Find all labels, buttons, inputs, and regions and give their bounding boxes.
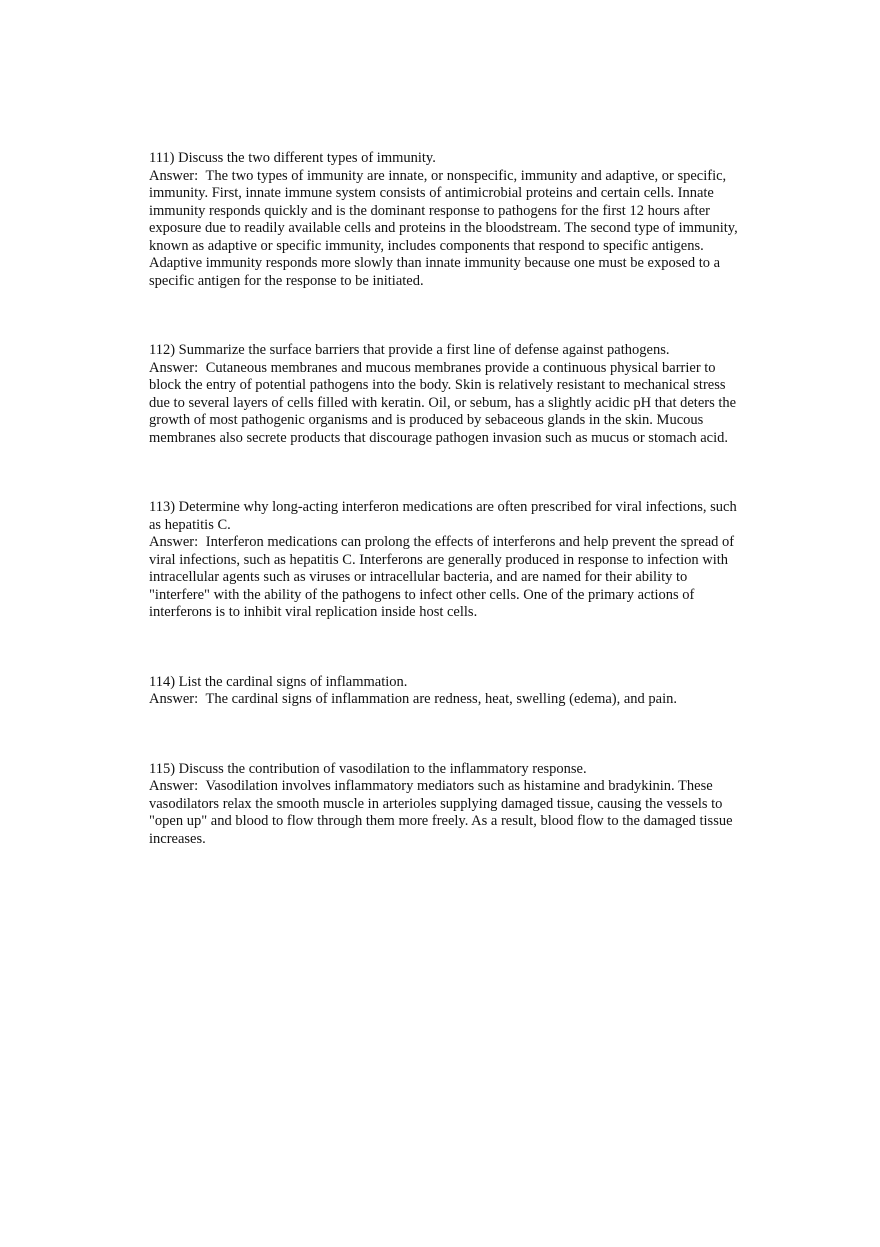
answer-paragraph — [149, 360, 739, 448]
qa-item-114 — [149, 674, 739, 709]
qa-item-113 — [149, 499, 739, 622]
answer-label: Answer: — [149, 778, 199, 794]
answer-text: Cutaneous membranes and mucous membranes provide a continuous physical barrier to block the entry of potential pathogens into the body. Skin is relatively resistant to mechanical stress due to several layers of cells filled with keratin. Oil, or sebum, has a slightly acidic pH that deters the growth of most pathogenic organisms and is produced by sebaceous glands in the skin. Mucous membranes also secrete products that discourage pathogen invasion such as mucus or stomach acid. — [149, 359, 737, 446]
question-text: 114) List the cardinal signs of inflammation. — [149, 673, 408, 690]
answer-paragraph — [149, 778, 739, 848]
answer-label: Answer: — [149, 534, 199, 550]
answer-text: The cardinal signs of inflammation are redness, heat, swelling (edema), and pain. — [205, 691, 678, 707]
answer-label: Answer: — [149, 167, 199, 184]
qa-list — [149, 150, 739, 848]
question-text: 112) Summarize the surface barriers that provide a first line of defense against pathogens. — [149, 342, 670, 358]
answer-text: The two types of immunity are innate, or nonspecific, immunity and adaptive, or specific, immunity. First, innate immune system consists of antimicrobial proteins and certain cells. Innate immunity responds quickly and is the dominant response to pathogens for the first 12 hours after exposure due to readily available cells and proteins in the bloodstream. The second type of immunity, known as adaptive or specific immunity, includes components that respond to specific antigens. Adaptive immunity responds more slowly than innate immunity because one must be exposed to a specific antigen for the response to be initiated. — [149, 167, 738, 289]
answer-label: Answer: — [149, 359, 199, 376]
qa-item-111 — [149, 150, 739, 290]
answer-text: Interferon medications can prolong the effects of interferons and help prevent the spread of viral infections, such as hepatitis C. Interferons are generally produced in response to infection with intracellular agents such as viruses or intracellular bacteria, and are named for their ability to "interfere" with the ability of the pathogens to infect other cells. One of the primary actions of interferons is to inhibit viral replication inside host cells. — [149, 534, 735, 620]
answer-paragraph — [149, 534, 739, 622]
answer-text: Vasodilation involves inflammatory mediators such as histamine and bradykinin. These vasodilators relax the smooth muscle in arterioles supplying damaged tissue, causing the vessels to "open up" and blood to flow through them more freely. As a result, blood flow to the damaged tissue increases. — [149, 778, 733, 847]
qa-item-115 — [149, 761, 739, 849]
question-text: 115) Discuss the contribution of vasodilation to the inflammatory response. — [149, 760, 587, 777]
qa-item-112 — [149, 342, 739, 447]
answer-paragraph — [149, 691, 739, 709]
question-text: 111) Discuss the two different types of immunity. — [149, 150, 436, 166]
answer-label: Answer: — [149, 691, 199, 707]
question-text: 113) Determine why long-acting interferon medications are often prescribed for viral infections, such as hepatitis C. — [149, 499, 737, 533]
answer-paragraph — [149, 168, 739, 291]
